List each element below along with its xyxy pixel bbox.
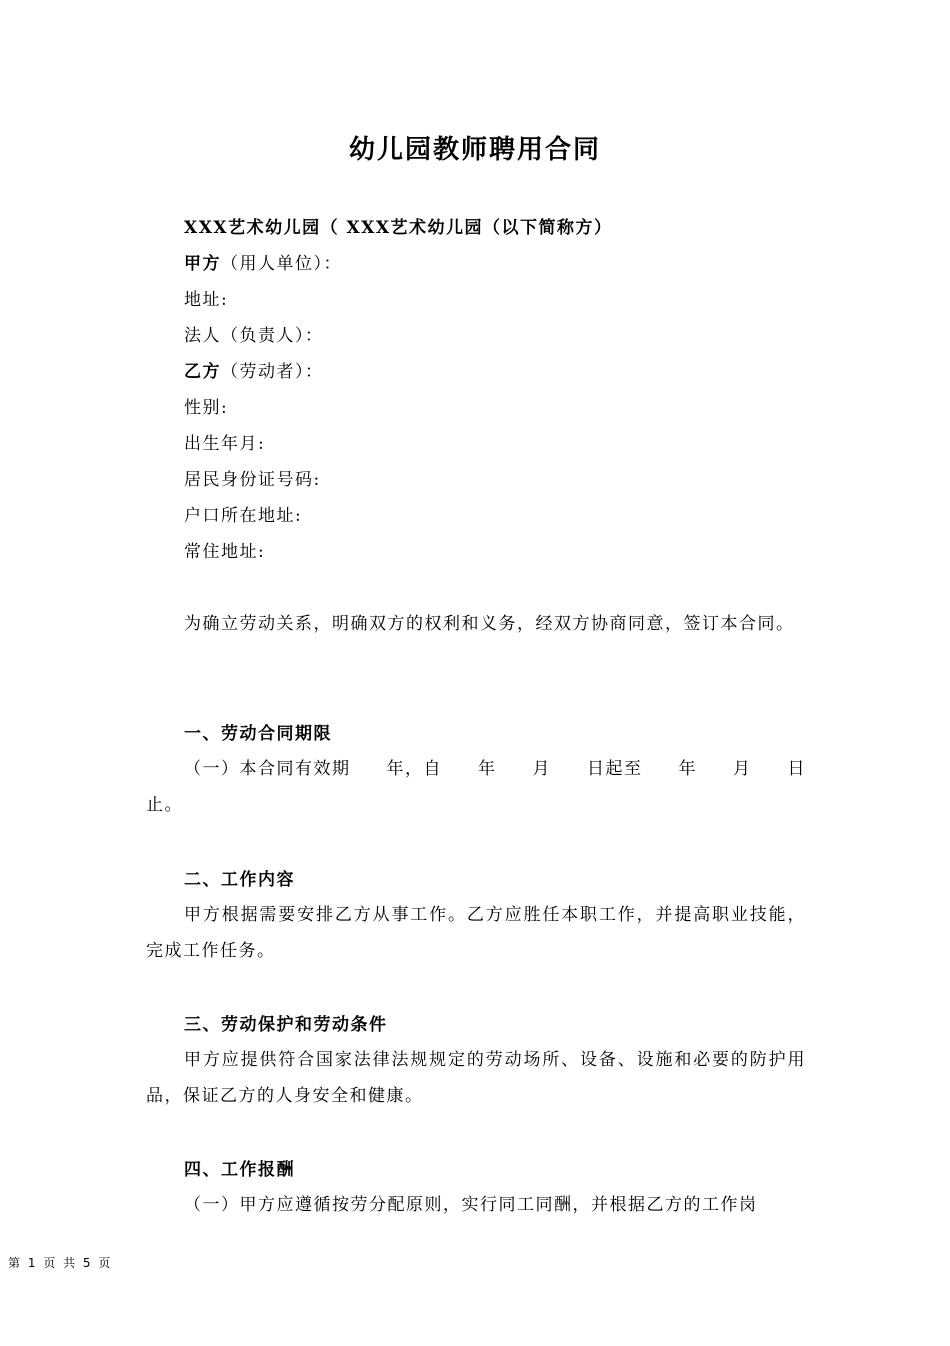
gender-line: 性别: bbox=[184, 398, 229, 418]
residence-line: 常住地址: bbox=[184, 542, 266, 562]
party-b-line bbox=[184, 360, 324, 384]
party-a-label: 甲方 bbox=[184, 254, 221, 274]
intro-line: XXX艺术幼儿园（ XXX艺术幼儿园（以下简称方） bbox=[184, 218, 613, 238]
address-line: 地址: bbox=[184, 290, 229, 310]
section-heading-compensation: 四、工作报酬 bbox=[184, 1160, 295, 1180]
term-paragraph bbox=[146, 751, 806, 823]
party-a-line bbox=[184, 252, 342, 276]
term-part: 日起至 bbox=[587, 759, 643, 779]
document-title: 幼儿园教师聘用合同 bbox=[348, 135, 601, 165]
section-heading-work-content: 二、工作内容 bbox=[184, 870, 295, 890]
compensation-paragraph: （一）甲方应遵循按劳分配原则，实行同工同酬，并根据乙方的工作岗 bbox=[184, 1195, 758, 1215]
birth-line: 出生年月: bbox=[184, 434, 266, 454]
term-part: 日 bbox=[787, 759, 806, 779]
term-part: 年 bbox=[478, 759, 497, 779]
preamble-paragraph: 为确立劳动关系，明确双方的权利和义务，经双方协商同意，签订本合同。 bbox=[184, 614, 795, 634]
term-part: 月 bbox=[733, 759, 752, 779]
term-line bbox=[146, 751, 806, 787]
party-b-suffix: （劳动者）： bbox=[221, 362, 324, 382]
term-part: （一）本合同有效期 bbox=[184, 759, 351, 779]
term-end: 止。 bbox=[146, 795, 183, 815]
party-a-suffix: （用人单位）： bbox=[221, 254, 342, 274]
section-heading-labor-protection: 三、劳动保护和劳动条件 bbox=[184, 1015, 388, 1035]
page-number-footer: 第 1 页 共 5 页 bbox=[8, 1256, 113, 1270]
party-b-label: 乙方 bbox=[184, 362, 221, 382]
work-content-paragraph: 甲方根据需要安排乙方从事工作。乙方应胜任本职工作，并提高职业技能，完成工作任务。 bbox=[146, 905, 806, 961]
id-number-line: 居民身份证号码: bbox=[184, 470, 321, 490]
term-part: 年，自 bbox=[386, 759, 442, 779]
hukou-address-line: 户口所在地址: bbox=[184, 506, 303, 526]
term-part: 月 bbox=[532, 759, 551, 779]
term-part: 年 bbox=[678, 759, 697, 779]
section-heading-term: 一、劳动合同期限 bbox=[184, 724, 332, 744]
legal-rep-line: 法人（负责人）： bbox=[184, 326, 324, 346]
labor-protection-paragraph: 甲方应提供符合国家法律法规规定的劳动场所、设备、设施和必要的防护用品，保证乙方的人身安全和健康。 bbox=[146, 1050, 806, 1106]
